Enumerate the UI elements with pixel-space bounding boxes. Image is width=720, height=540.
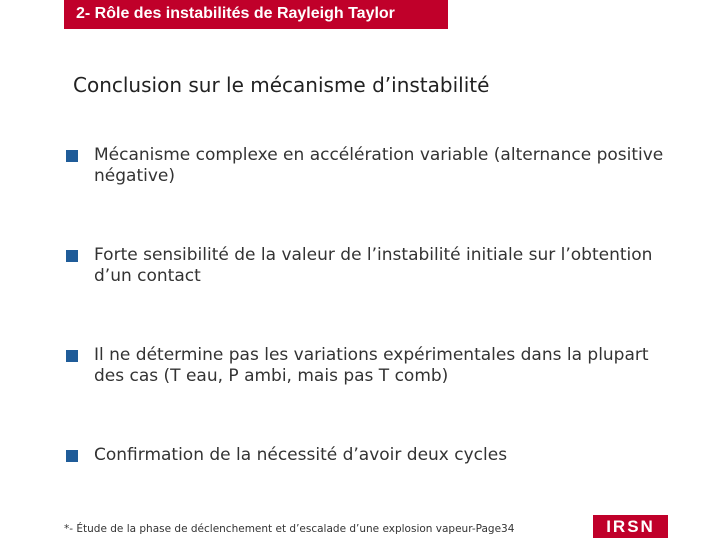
header-title: 2- Rôle des instabilités de Rayleigh Taylor [76, 5, 395, 22]
square-bullet-icon [66, 150, 78, 162]
square-bullet-icon [66, 450, 78, 462]
header-bar [64, 0, 448, 29]
irsn-logo [593, 515, 668, 538]
slide-title: Conclusion sur le mécanisme d’instabilité [73, 73, 490, 97]
footer-text: *- Étude de la phase de déclenchement et d’escalade d’une explosion vapeur-Page34 [64, 523, 515, 535]
bullet-text: Forte sensibilité de la valeur de l’instabilité initiale sur l’obtention d’un contact [94, 245, 653, 286]
bullet-text: Confirmation de la nécessité d’avoir deux cycles [94, 445, 508, 465]
logo-text: IRSN [606, 517, 655, 536]
square-bullet-icon [66, 250, 78, 262]
bullet-text: Mécanisme complexe en accélération variable (alternance positive négative) [94, 145, 664, 186]
square-bullet-icon [66, 350, 78, 362]
bullet-text: Il ne détermine pas les variations expérimentales dans la plupart des cas (T eau, P ambi, mais pas T comb) [94, 345, 649, 386]
